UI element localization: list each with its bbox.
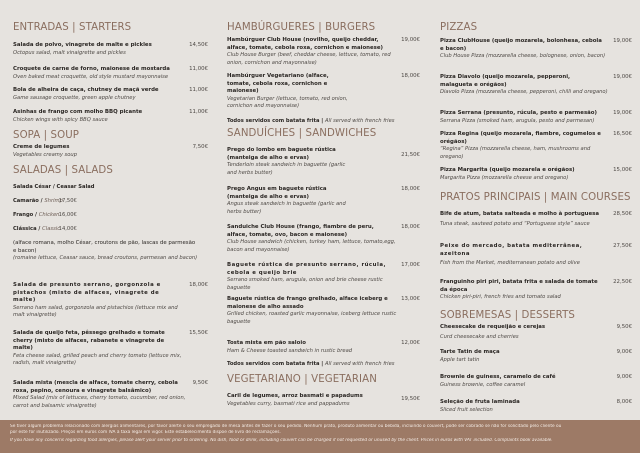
menu-item: [440, 243, 632, 268]
item-description: Game sausage croquette, green apple chutney: [13, 94, 136, 101]
item-price: 17,00€: [401, 262, 420, 268]
item-name: Hambúrguer Club House (novilho, queijo cheddar, alface, tomate, cebola roxa, cornichon e maionese): [227, 37, 383, 51]
item-name: Salada de polvo, vinagrete de malte e pickles: [13, 42, 152, 48]
item-name: Brownie de guiness, caramelo de café: [440, 374, 556, 380]
item-name: Seleção de fruta laminada: [440, 399, 520, 405]
menu-item: [440, 131, 632, 161]
item-name: Hambúrguer Vegetariano (alface, tomate, cebola roxa, cornichon e maionese): [227, 73, 329, 95]
section-title-pizzas: PIZZAS: [440, 22, 478, 33]
menu-item: [227, 186, 420, 216]
item-description: Vegetables creamy soup: [13, 151, 77, 158]
footer-notice-pt-line1: Se tiver algum problema relacionado com alergias alimentares, por favor alerte o seu empregado de mesa antes de fazer o seu pedido. Nenhum prato, produto alimentar ou bebida, incluindo o couvert, pode ser cobrado se não for solicitado pelo cliente ou: [10, 424, 562, 429]
item-name: Pizza Serrana (presunto, rúcula, pesto e parmesão): [440, 110, 597, 116]
item-name: Prego Angus em baguete rústica (manteiga de alho e ervas): [227, 186, 327, 200]
menu-item: [440, 399, 632, 414]
item-price: 12,00€: [401, 340, 420, 346]
option-name-pt: Frango: [13, 212, 34, 218]
item-price: 18,00€: [189, 282, 208, 288]
section-title-burgers: HAMBÚRGUERES | BURGERS: [227, 22, 376, 33]
footer-notice-en: If you have any concerns regarding food allergies, please alert your server prior to ordering. No dish, food or drink, including couvert can be charged if not requested or unused by the client. Prices in euros with VAT included. Complaints book available.: [10, 437, 553, 443]
item-price: 8,00€: [616, 399, 632, 405]
note-en: All served with french fries: [325, 118, 395, 124]
menu-item: [440, 324, 632, 341]
item-description: Serrano smoked ham, arugula, onion and brie cheese rustic baguette: [227, 277, 383, 291]
item-description: “Regina” Pizza (mozzarella cheese, ham, mushrooms and oregano): [440, 146, 591, 160]
option-name-en: Shrimp: [44, 198, 63, 204]
item-price: 9,00€: [616, 349, 632, 355]
item-price: 19,50€: [401, 396, 420, 402]
caesar-option: Camarão / Shrimp 17,50€: [13, 198, 77, 204]
item-name: Salada mista (mescla de alface, tomate cherry, cebola roxa, pepino, cenoura e vinagrete balsâmico): [13, 380, 178, 394]
item-name: Pizza Regina (queijo mozarela, fiambre, cogumelos e orégãos): [440, 131, 601, 145]
item-description: Serrana Pizza (smoked ham, arugula, pesto and parmesan): [440, 117, 595, 124]
item-name: Franguinho piri piri, batata frita e salada de tomate da época: [440, 279, 598, 293]
menu-item: [440, 279, 632, 302]
item-description: Ham & Cheese toasted sandwich in rustic bread: [227, 347, 353, 354]
item-description: Vegetables curry, basmati rice and pappadums: [227, 400, 350, 407]
option-name-pt: Clássica: [13, 226, 37, 232]
item-price: 15,00€: [613, 167, 632, 173]
option-name-en: Chicken: [38, 212, 60, 218]
item-description: Chicken wings with spicy BBQ sauce: [13, 116, 108, 123]
item-description: Curd cheesecake and cherries: [440, 333, 519, 340]
note-pt: Todos servidos com batata frita |: [227, 118, 324, 124]
menu-item: [440, 38, 632, 61]
item-name: Pizza ClubHouse (queijo mozarela, bolonhesa, cebola e bacon): [440, 38, 602, 52]
section-title-vegetarian: VEGETARIANO | VEGETARIAN: [227, 374, 377, 385]
item-description: Oven baked meat croquette, old style mustard mayonnaise: [13, 73, 169, 80]
menu-item: [440, 211, 632, 228]
item-name: Baguete rústica de frango grelhado, alface iceberg e maionese de alho assado: [227, 296, 388, 310]
item-price: 19,00€: [401, 37, 420, 43]
menu-item: [440, 74, 632, 97]
item-name: Bola de alheira de caça, chutney de maçã verde: [13, 87, 159, 93]
section-title-desserts: SOBREMESAS | DESSERTS: [440, 310, 575, 321]
item-price: 22,50€: [613, 279, 632, 285]
section-title-salads: SALADAS | SALADS: [13, 165, 113, 176]
item-description: Apple tart tatin: [440, 356, 480, 363]
item-description: Chicken piri-piri, french fries and tomato salad: [440, 294, 561, 301]
item-name: Cheesecake de requeijão e cerejas: [440, 324, 546, 330]
menu-item: [227, 393, 420, 408]
item-description: Serrano ham salad, gorgonzola and pistachios (lettuce mix and malt vinaigrette): [13, 304, 178, 319]
item-name: Pizza Diavolo (queijo mozarela, pepperoni, malagueta e orégãos): [440, 74, 571, 88]
option-price: 17,50€: [58, 198, 77, 204]
menu-item: [13, 144, 208, 159]
item-price: 9,50€: [192, 380, 208, 386]
menu-item: [227, 37, 420, 67]
item-description: Guiness brownie, coffee caramel: [440, 381, 526, 388]
note-pt: Todos servidos com batata frita |: [227, 361, 324, 367]
item-description: Club House sandwich (chicken, turkey ham, lettuce, tomato,egg, bacon and mayonnaise): [227, 239, 396, 253]
menu-item: [227, 147, 420, 177]
item-price: 15,50€: [189, 330, 208, 336]
allergy-notice-footer: [0, 420, 640, 453]
item-price: 19,00€: [613, 38, 632, 44]
item-description: Vegetarian Burger (lettuce, tomato, red onion, cornichon and mayonnaise): [227, 95, 348, 110]
item-description: Feta cheese salad, grilled peach and cherry tomato (lettuce mix, radish, malt vinaigrette): [13, 352, 182, 367]
item-name: Tarte Tatin de maça: [440, 349, 500, 355]
item-description: Club House Pizza (mozzarella cheese, bolognese, onion, bacon): [440, 53, 606, 60]
item-name: Peixe do mercado, batata mediterrânea, azeitona: [440, 243, 583, 257]
item-description: (romaine lettuce, Ceasar sauce, bread croutons, parmesan and bacon): [13, 255, 198, 262]
item-description: Angus steak sandwich in baguette (garlic and herbs butter): [227, 201, 346, 215]
item-price: 19,00€: [613, 110, 632, 116]
item-description: Tenderloin steak sandwich in baguette (garlic and herbs butter): [227, 162, 346, 176]
menu-item: [227, 296, 420, 326]
menu-item: [13, 87, 208, 102]
item-description: Mixed Salad (mix of lettuces, cherry tomato, cucumber, red onion, carrot and balsamic vinaigrette): [13, 395, 186, 409]
caesar-option: Frango / Chicken 16,00€: [13, 212, 77, 218]
option-name-pt: Camarão: [13, 198, 39, 204]
item-description: Octopus salad, malt vinaigrette and pickles: [13, 49, 126, 56]
menu-item: [13, 380, 208, 410]
sandwiches-fries-note: [227, 361, 395, 368]
item-name: Tosta mista em pão saloio: [227, 340, 306, 346]
item-name: Prego do lombo em baguete rústica (manteiga de alho e ervas): [227, 147, 336, 161]
menu-item: [227, 262, 420, 292]
item-price: 11,00€: [189, 109, 208, 115]
item-name: Caril de legumes, arroz basmati e papadums: [227, 393, 363, 399]
caesar-option: Clássica / Classic 14,00€: [13, 226, 77, 232]
item-price: 18,00€: [401, 186, 420, 192]
item-price: 9,00€: [616, 374, 632, 380]
menu-item: [440, 110, 632, 125]
item-price: 21,50€: [401, 152, 420, 158]
menu-item: [227, 340, 420, 355]
item-price: 9,50€: [616, 324, 632, 330]
item-description: Margarita Pizza (mozzarella cheese and oregano): [440, 174, 569, 181]
item-name: Baguete rústica de presunto serrano, rúcula, cebola e queijo brie: [227, 262, 387, 276]
menu-item: [440, 167, 632, 182]
menu-item: [227, 73, 420, 111]
menu-item: [13, 330, 208, 368]
item-price: 11,00€: [189, 66, 208, 72]
option-price: 16,00€: [58, 212, 77, 218]
burgers-fries-note: [227, 118, 395, 125]
option-price: 14,00€: [58, 226, 77, 232]
menu-item: [13, 282, 208, 320]
menu-item: [440, 349, 632, 364]
item-description: Sliced fruit selection: [440, 406, 493, 413]
item-price: 18,00€: [401, 224, 420, 230]
item-name: Creme de legumes: [13, 144, 70, 150]
caesar-ingredients: [13, 240, 208, 263]
section-title-starters: ENTRADAS | STARTERS: [13, 22, 132, 33]
item-ingredients: (alface romana, molho César, croutons de pão, lascas de parmesão e bacon): [13, 240, 196, 254]
section-title-main-courses: PRATOS PRINCIPAIS | MAIN COURSES: [440, 192, 631, 203]
item-name: Bife de atum, batata salteada e molho à portuguesa: [440, 211, 600, 217]
item-description: Diavolo Pizza (mozzarella cheese, pepperoni, chilli and oregano): [440, 89, 608, 96]
note-en: All served with french fries: [325, 361, 395, 367]
item-description: Tuna steak, sauteed potato and “Portuguese style” sauce: [440, 220, 590, 227]
item-price: 16,50€: [613, 131, 632, 137]
item-description: Grilled chicken, roasted garlic mayonnaise, iceberg lettuce rustic baguette: [227, 311, 397, 325]
item-description: Fish from the Market, mediterranean potato and olive: [440, 260, 580, 267]
option-name-en: Classic: [42, 226, 61, 232]
menu-item: [13, 109, 208, 124]
item-name: Salada de queijo feta, pêssego grelhado e tomate cherry (misto de alfaces, rabanete e vinagrete de malte): [13, 330, 165, 352]
item-name: Asinhas de frango com molho BBQ picante: [13, 109, 143, 115]
item-price: 19,00€: [613, 74, 632, 80]
item-description: Club House Burger (beef, cheddar cheese, lettuce, tomato, red onion, cornichon and mayonnaise): [227, 52, 391, 66]
menu-item: [440, 374, 632, 389]
menu-item: [13, 66, 208, 81]
section-title-sandwiches: SANDUÍCHES | SANDWICHES: [227, 128, 377, 139]
item-price: 27,50€: [613, 243, 632, 249]
caesar-salad-title: Salada César / Ceasar Salad: [13, 184, 95, 190]
item-price: 11,00€: [189, 87, 208, 93]
item-name: Pizza Margarita (queijo mozarela e orégãos): [440, 167, 575, 173]
menu-item: [13, 42, 208, 57]
footer-notice-pt-line2: por este for inutilizado. Preços em euros com IVA à taxa legal em vigor. Este estabelecimento dispõe de livro de reclamações.: [10, 430, 281, 436]
item-name: Salada de presunto serrano, gorgonzola e pistachos (misto de alfaces, vinagrete de malte): [13, 282, 161, 304]
item-name: Sanduiche Club House (frango, fiambre de peru, alface, tomate, ovo, bacon e maionese): [227, 224, 374, 238]
section-title-soup: SOPA | SOUP: [13, 130, 80, 141]
item-price: 13,00€: [401, 296, 420, 302]
item-price: 14,50€: [189, 42, 208, 48]
item-price: 7,50€: [192, 144, 208, 150]
item-name: Croquete de carne de forno, maionese de mostarda: [13, 66, 170, 72]
menu-item: [227, 224, 420, 254]
item-price: 28,50€: [613, 211, 632, 217]
item-price: 18,00€: [401, 73, 420, 79]
